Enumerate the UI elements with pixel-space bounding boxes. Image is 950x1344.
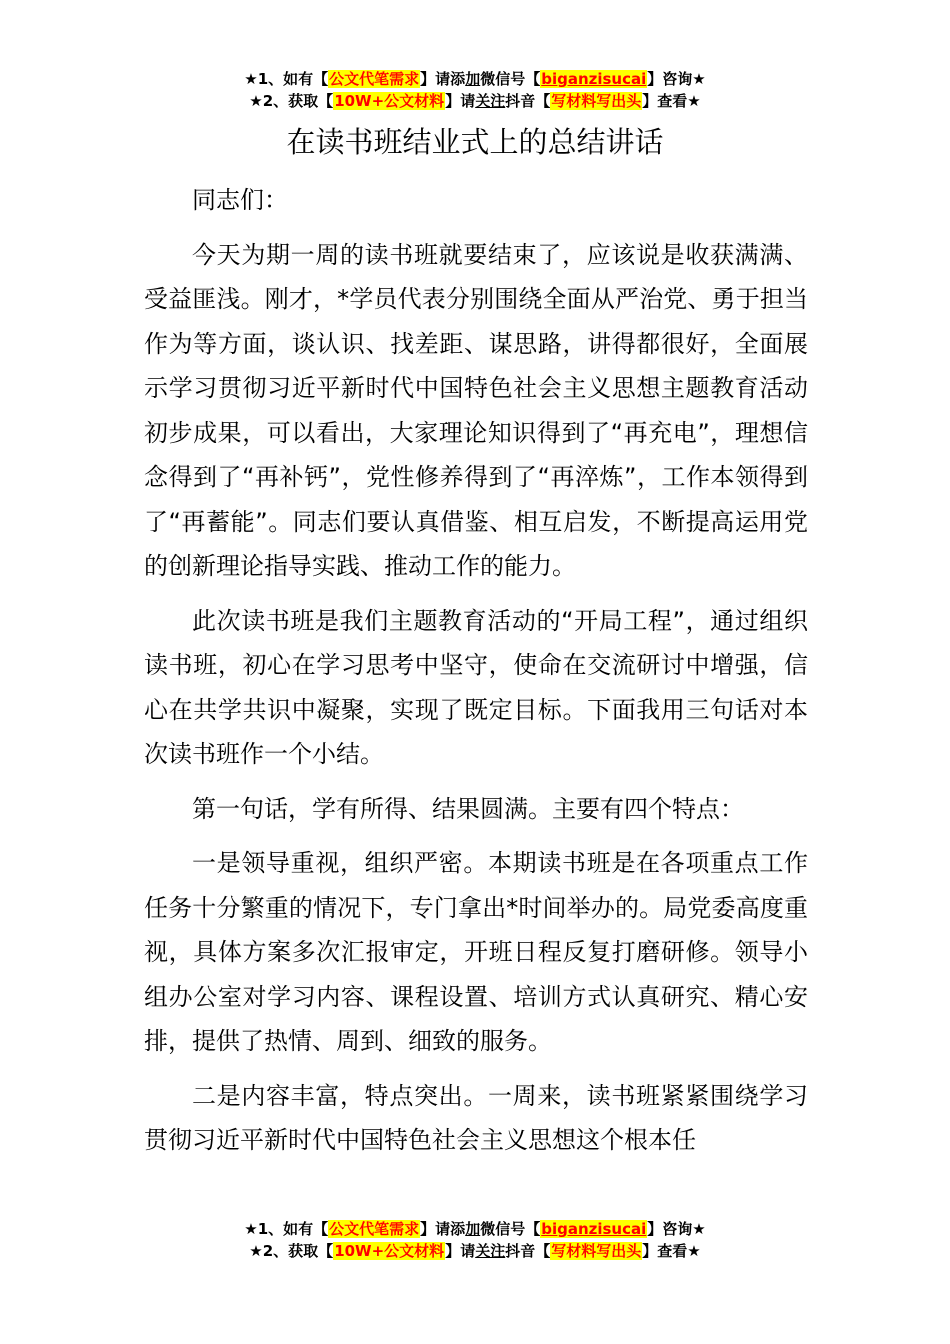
body-paragraph: 此次读书班是我们主题教育活动的“开局工程”，通过组织读书班，初心在学习思考中坚守，使命在交流研讨中增强，信心在共学共识中凝聚，实现了既定目标。下面我用三句话对本次读书班作一个小结。 <box>144 606 808 768</box>
promo-highlight-materials: 10W+公文材料 <box>334 1242 445 1260</box>
body-paragraph: 一是领导重视，组织严密。本期读书班是在各项重点工作任务十分繁重的情况下，专门拿出*时间举办的。局党委高度重视，具体方案多次汇报审定，开班日程反复打磨研修。领导小组办公室对学习内容、课程设置、培训方式认真研究、精心安排，提供了热情、周到、细致的服务。 <box>144 849 808 1055</box>
promo-highlight-materials: 10W+公文材料 <box>334 92 445 110</box>
promo-line-2: ★2、获取【10W+公文材料】请关注抖音【写材料写出头】查看★ <box>249 1242 701 1260</box>
footer-promo-banner <box>0 1218 950 1262</box>
salutation: 同志们： <box>192 186 288 214</box>
document-title: 在读书班结业式上的总结讲话 <box>286 125 664 159</box>
header-promo-banner <box>0 68 950 112</box>
promo-highlight-service: 公文代笔需求 <box>329 1220 420 1238</box>
promo-douyin-account: 写材料写出头 <box>551 92 642 110</box>
promo-highlight-service: 公文代笔需求 <box>329 70 420 88</box>
body-paragraph: 今天为期一周的读书班就要结束了，应该说是收获满满、受益匪浅。刚才，*学员代表分别围绕全面从严治党、勇于担当作为等方面，谈认识、找差距、谋思路，讲得都很好，全面展示学习贯彻习近平新时代中国特色社会主义思想主题教育活动初步成果，可以看出，大家理论知识得到了“再充电”，理想信念得到了“再补钙”，党性修养得到了“再淬炼”，工作本领得到了“再蓄能”。同志们要认真借鉴、相互启发，不断提高运用党的创新理论指导实践、推动工作的能力。 <box>144 240 808 580</box>
promo-wechat-id: biganzisucai <box>541 70 647 88</box>
body-paragraph: 二是内容丰富，特点突出。一周来，读书班紧紧围绕学习贯彻习近平新时代中国特色社会主义思想这个根本任 <box>144 1081 808 1154</box>
promo-line-1: ★1、如有【公文代笔需求】请添加微信号【biganzisucai】咨询★ <box>244 1220 706 1238</box>
body-paragraph: 第一句话，学有所得、结果圆满。主要有四个特点： <box>192 794 744 823</box>
document-body <box>144 178 808 1173</box>
promo-line-2: ★2、获取【10W+公文材料】请关注抖音【写材料写出头】查看★ <box>249 92 701 110</box>
promo-line-1: ★1、如有【公文代笔需求】请添加微信号【biganzisucai】咨询★ <box>244 70 706 88</box>
promo-douyin-account: 写材料写出头 <box>551 1242 642 1260</box>
promo-wechat-id: biganzisucai <box>541 1220 647 1238</box>
